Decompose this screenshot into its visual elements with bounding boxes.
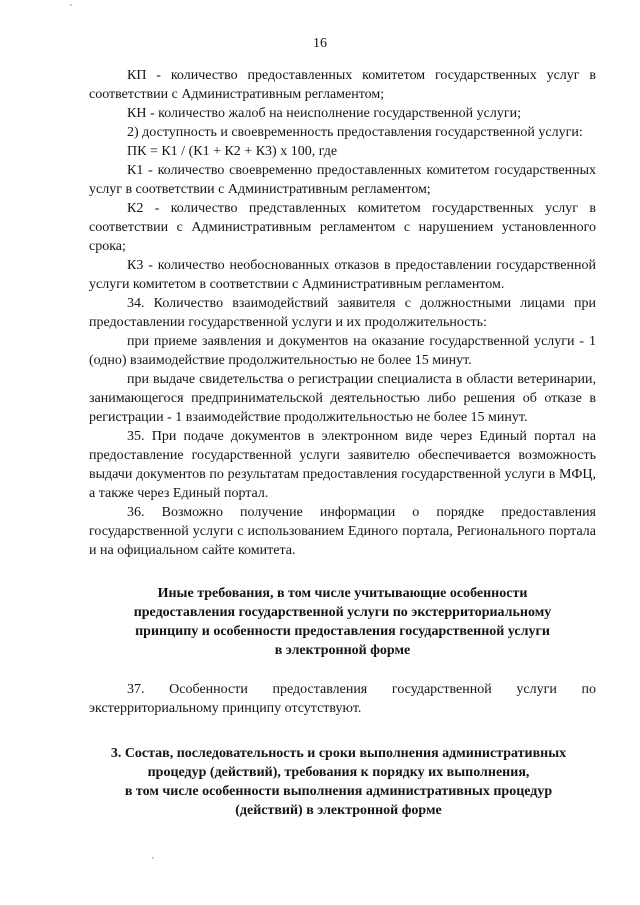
subsection-heading <box>89 584 596 660</box>
paragraph-k1: К1 - количество своевременно предоставленных комитетом государственных услуг в соответствии с Административным регламентом; <box>89 163 596 197</box>
section-heading-line: 3. Состав, последовательность и сроки выполнения административных <box>110 746 567 761</box>
scan-speck <box>152 857 154 859</box>
section-heading-line: процедур (действий), требования к порядку их выполнения, <box>147 765 530 780</box>
subsection-heading-line: Иные требования, в том числе учитывающие особенности <box>157 586 528 601</box>
subsection-heading-line: предоставления государственной услуги по экстерриториальному <box>133 605 552 620</box>
paragraph-34-reception: при приеме заявления и документов на оказание государственной услуги - 1 (одно) взаимодействие продолжительностью не более 15 минут. <box>89 334 596 368</box>
formula-pk: ПК = К1 / (К1 + К2 + К3) x 100, где <box>127 144 338 159</box>
document-body <box>89 66 596 820</box>
paragraph-k2: К2 - количество представленных комитетом государственных услуг в соответствии с Административным регламентом с нарушением установленного срока; <box>89 201 596 254</box>
paragraph-37: 37. Особенности предоставления государственной услуги по экстерриториальному принципу отсутствуют. <box>89 682 596 716</box>
paragraph-34-issuance: при выдаче свидетельства о регистрации специалиста в области ветеринарии, занимающегося предпринимательской деятельностью либо решения об отказе в регистрации - 1 взаимодействие продолжительностью не более 15 минут. <box>89 372 596 425</box>
scan-speck <box>70 4 72 6</box>
section-heading-line: (действий) в электронной форме <box>235 803 442 818</box>
subsection-heading-line: в электронной форме <box>274 643 411 658</box>
page-number: 16 <box>313 36 327 51</box>
paragraph-kn: КН - количество жалоб на неисполнение государственной услуги; <box>127 106 521 121</box>
paragraph-kp: КП - количество предоставленных комитетом государственных услуг в соответствии с Административным регламентом; <box>89 68 596 102</box>
paragraph-k3: К3 - количество необоснованных отказов в предоставлении государственной услуги комитетом в соответствии с Административным регламентом. <box>89 258 596 292</box>
paragraph-36: 36. Возможно получение информации о порядке предоставления государственной услуги с использованием Единого портала, Регионального портала и на официальном сайте комитета. <box>89 505 596 558</box>
paragraph-34: 34. Количество взаимодействий заявителя с должностными лицами при предоставлении государственной услуги и их продолжительность: <box>89 296 596 330</box>
section-heading-line: в том числе особенности выполнения административных процедур <box>124 784 553 799</box>
paragraph-35: 35. При подаче документов в электронном виде через Единый портал на предоставление государственной услуги заявителю обеспечивается возможность выдачи документов по результатам предоставления государственной услуги в МФЦ, а также через Единый портал. <box>89 429 596 501</box>
paragraph-accessibility: 2) доступность и своевременность предоставления государственной услуги: <box>127 125 583 140</box>
subsection-heading-line: принципу и особенности предоставления государственной услуги <box>135 624 550 639</box>
section-heading <box>81 744 596 820</box>
